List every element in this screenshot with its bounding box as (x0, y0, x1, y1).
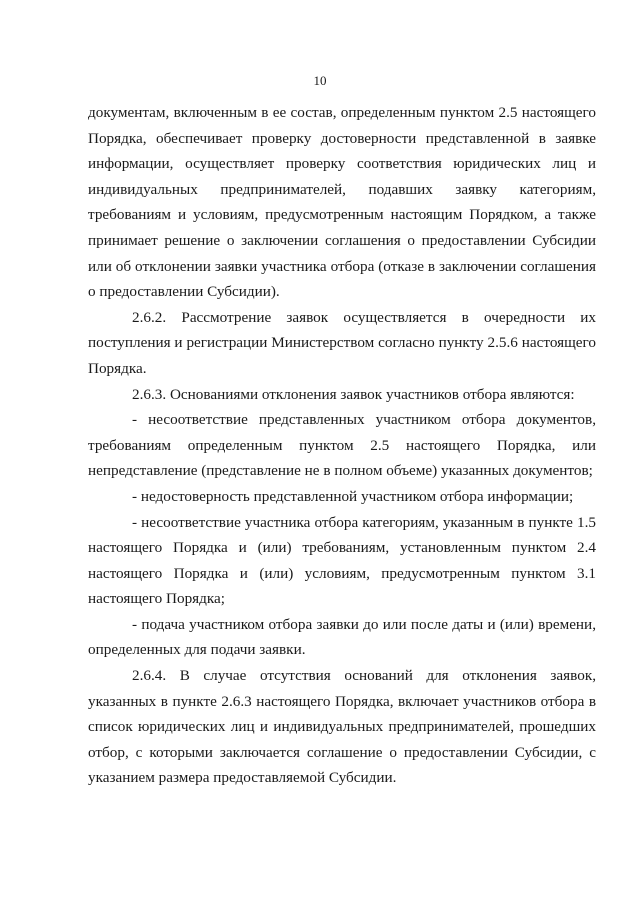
paragraph-2-6-2: 2.6.2. Рассмотрение заявок осуществляется в очередности их поступления и регистрации Министерством согласно пункту 2.5.6 настоящего Порядка. (88, 308, 596, 377)
list-item-unreliable-info: - недостоверность представленной участником отбора информации; (132, 487, 574, 505)
page-number: 10 (313, 73, 327, 88)
document-body (88, 100, 596, 791)
list-item-submission-timing: - подача участником отбора заявки до или после даты и (или) времени, определенных для подачи заявки. (88, 615, 596, 659)
list-item-documents-mismatch: - несоответствие представленных участником отбора документов, требованиям определенным пунктом 2.5 настоящего Порядка, или непредставление (представление не в полном объеме) указанных документов; (88, 411, 596, 480)
paragraph-2-6-4: 2.6.4. В случае отсутствия оснований для отклонения заявок, указанных в пункте 2.6.3 настоящего Порядка, включает участников отбора в список юридических лиц и индивидуальных предпринимателей, прошедших отбор, с которыми заключается соглашение о предоставлении Субсидии, с указанием размера предоставляемой Субсидии. (88, 667, 596, 787)
paragraph-continuation: документам, включенным в ее состав, определенным пунктом 2.5 настоящего Порядка, обеспечивает проверку достоверности представленной в заявке информации, осуществляет проверку соответствия юридических лиц и индивидуальных предпринимателей, подавших заявку категориям, требованиям и условиям, предусмотренным настоящим Порядком, а также принимает решение о заключении соглашения о предоставлении Субсидии или об отклонении заявки участника отбора (отказе в заключении соглашения о предоставлении Субсидии). (88, 104, 596, 301)
paragraph-2-6-3: 2.6.3. Основаниями отклонения заявок участников отбора являются: (132, 385, 575, 403)
list-item-category-mismatch: - несоответствие участника отбора категориям, указанным в пункте 1.5 настоящего Порядка и (или) требованиям, установленным пунктом 2.4 настоящего Порядка и (или) условиям, предусмотренным пунктом 3.1 настоящего Порядка; (88, 513, 596, 608)
